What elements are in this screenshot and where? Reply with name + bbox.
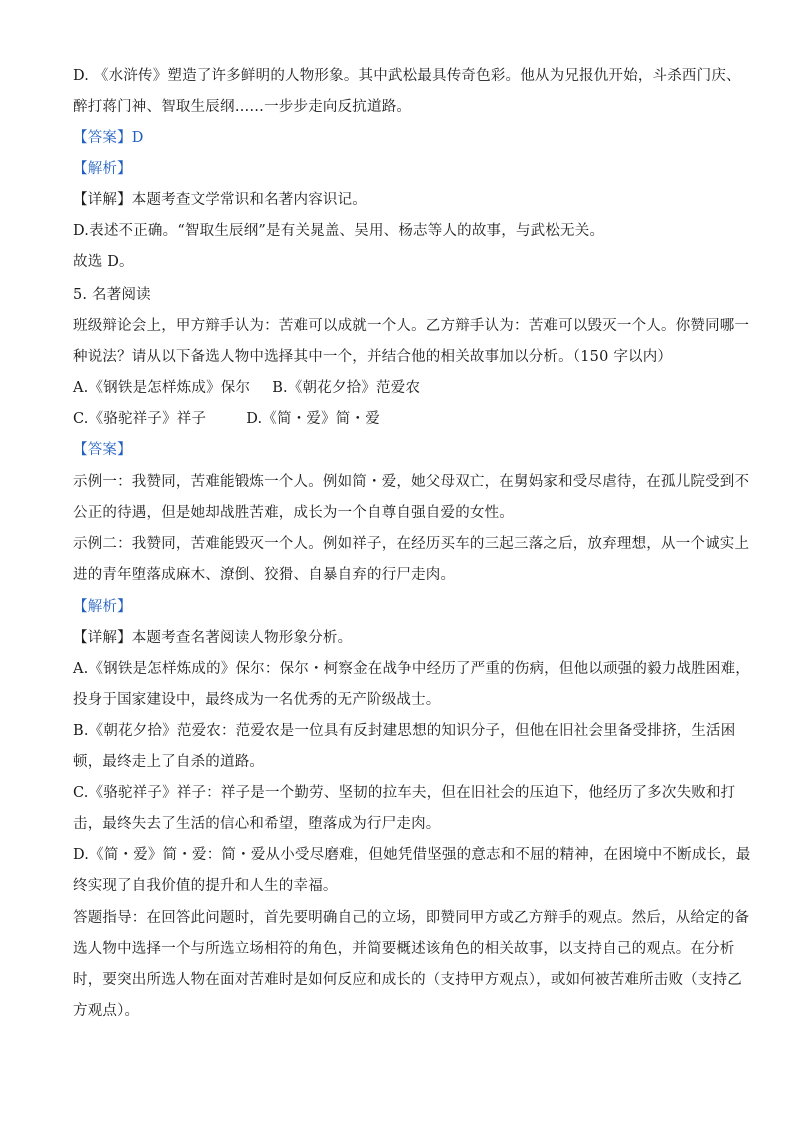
analysis-a-line-2: 投身于国家建设中，最终成为一名优秀的无产阶级战士。 [73,692,441,708]
analysis-b-line-1: B.《朝花夕拾》范爱农：范爱农是一位具有反封建思想的知识分子，但他在旧社会里备受排挤，生活困 [73,723,736,739]
guidance-line-3: 时，要突出所选人物在面对苦难时是如何反应和成长的（支持甲方观点），或如何被苦难所击败（支持乙 [73,972,742,988]
guidance-line-1: 答题指导：在回答此问题时，首先要明确自己的立场，即赞同甲方或乙方辩手的观点。然后，从给定的备 [73,910,750,926]
detail-line-2: 【详解】本题考查名著阅读人物形象分析。 [73,630,353,646]
example-2-line-2: 进的青年堕落成麻木、潦倒、狡猾、自暴自弃的行尸走肉。 [73,567,456,583]
answer-label-2: 【答案】 [73,442,132,458]
detail-line: 【详解】本题考查文学常识和名著内容识记。 [73,192,367,208]
question-5-stem-1: 班级辩论会上，甲方辩手认为：苦难可以成就一个人。乙方辩手认为：苦难可以毁灭一个人。你赞同哪一 [73,318,750,334]
options-row-1 [73,378,723,398]
guidance-line-2: 选人物中选择一个与所选立场相符的角色，并简要概述该角色的相关故事，以支持自己的观点。在分析 [73,941,735,957]
analysis-d-line-1: D.《简・爱》简・爱：简・爱从小受尽磨难，但她凭借坚强的意志和不屈的精神，在困境中不断成长，最 [73,847,751,863]
question-5-title: 5. 名著阅读 [73,287,151,303]
explanation-line: D.表述不正确。“智取生辰纲”是有关晁盖、吴用、杨志等人的故事，与武松无关。 [73,223,605,239]
guidance-line-4: 方观点）。 [73,1003,140,1019]
option-a: A.《钢铁是怎样炼成》保尔 [73,380,251,396]
option-d-line-2: 醉打蒋门神、智取生辰纲……一步步走向反抗道路。 [73,99,412,115]
analysis-d-line-2: 终实现了自我价值的提升和人生的幸福。 [73,878,338,894]
option-b: B.《朝花夕拾》范爱农 [272,380,421,396]
options-row-2 [73,409,723,429]
analysis-a-line-1: A.《钢铁是怎样炼成的》保尔：保尔・柯察金在战争中经历了严重的伤病，但他以顽强的毅力战胜困难， [73,661,750,677]
example-2-line-1: 示例二：我赞同，苦难能毁灭一个人。例如祥子，在经历买车的三起三落之后，放弃理想，从一个诚实上 [73,536,750,552]
analysis-c-line-2: 击，最终失去了生活的信心和希望，堕落成为行尸走肉。 [73,816,441,832]
analysis-label: 【解析】 [73,161,132,177]
example-1-line-1: 示例一：我赞同，苦难能锻炼一个人。例如简・爱，她父母双亡，在舅妈家和受尽虐待，在孤儿院受到不 [73,474,750,490]
option-d-line-1: D. 《水浒传》塑造了许多鲜明的人物形象。其中武松最具传奇色彩。他从为兄报仇开始，斗杀西门庆、 [73,68,741,84]
option-c: C.《骆驼祥子》祥子 [73,411,207,427]
question-5-stem-2: 种说法？请从以下备选人物中选择其中一个，并结合他的相关故事加以分析。（150 字以内） [73,349,673,365]
analysis-label-2: 【解析】 [73,599,132,615]
example-1-line-2: 公正的待遇，但是她却战胜苦难，成长为一个自尊自强自爱的女性。 [73,505,514,521]
analysis-b-line-2: 顿，最终走上了自杀的道路。 [73,754,265,770]
answer-label: 【答案】D [73,130,144,146]
conclusion-line: 故选 D。 [73,254,134,270]
analysis-c-line-1: C.《骆驼祥子》祥子：祥子是一个勤劳、坚韧的拉车夫，但在旧社会的压迫下，他经历了多次失败和打 [73,785,736,801]
option-d: D.《简・爱》简・爱 [246,411,380,427]
